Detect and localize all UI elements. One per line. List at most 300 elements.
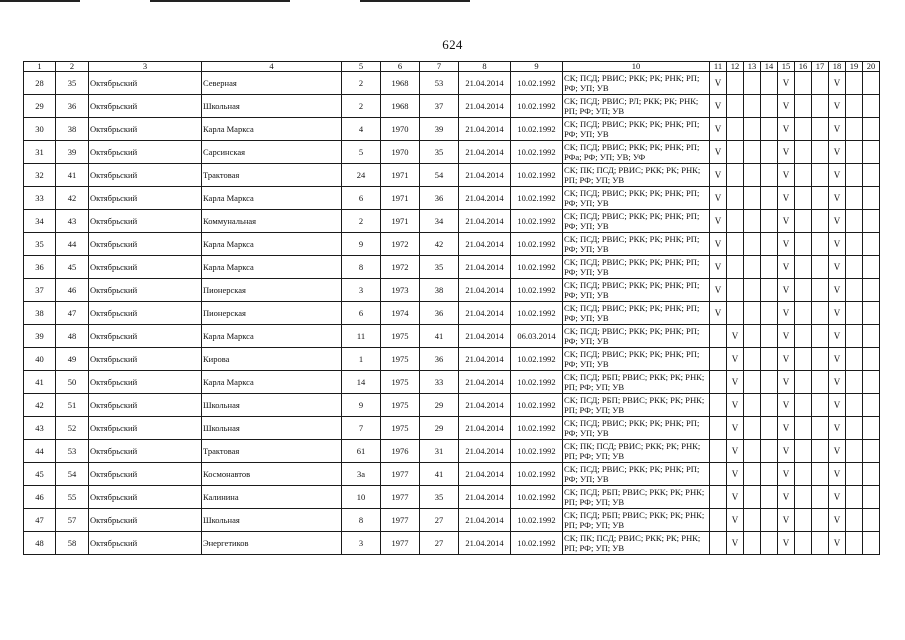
mark-cell-11 [710,509,727,532]
mark-cell-13 [744,463,761,486]
mark-cell-15: V [778,463,795,486]
record-id-cell: 50 [56,371,89,394]
mark-cell-20 [863,417,880,440]
wear-percent-cell: 38 [420,279,459,302]
inspection-date-cell: 21.04.2014 [459,440,511,463]
table-row [24,141,880,164]
district-cell: Октябрьский [89,440,202,463]
registry-body [24,72,880,555]
mark-cell-19 [846,72,863,95]
mark-cell-16 [795,302,812,325]
mark-cell-19 [846,210,863,233]
record-id-cell: 51 [56,394,89,417]
record-id-cell: 47 [56,302,89,325]
works-list-cell: СК; ПСД; РБП; РВИС; РКК; РК; РНК; РП; РФ; УП; УВ [563,371,710,394]
mark-cell-11: V [710,118,727,141]
build-year-cell: 1977 [381,463,420,486]
mark-cell-20 [863,256,880,279]
mark-cell-16 [795,417,812,440]
mark-cell-14 [761,233,778,256]
registration-date-cell: 10.02.1992 [511,371,563,394]
street-cell: Трактовая [202,164,342,187]
row-number-cell: 40 [24,348,56,371]
works-list-cell: СК; ПК; ПСД; РВИС; РКК; РК; РНК; РП; РФ; УП; УВ [563,164,710,187]
mark-cell-15: V [778,95,795,118]
works-list-cell: СК; ПСД; РВИС; РКК; РК; РНК; РП; РФ; УП; УВ [563,325,710,348]
mark-cell-16 [795,486,812,509]
record-id-cell: 55 [56,486,89,509]
table-row [24,95,880,118]
wear-percent-cell: 35 [420,141,459,164]
mark-cell-11 [710,325,727,348]
district-cell: Октябрьский [89,233,202,256]
house-number-cell: 2 [342,72,381,95]
mark-cell-14 [761,187,778,210]
record-id-cell: 42 [56,187,89,210]
mark-cell-17 [812,486,829,509]
mark-cell-20 [863,486,880,509]
mark-cell-20 [863,532,880,555]
mark-cell-11 [710,486,727,509]
mark-cell-14 [761,325,778,348]
mark-cell-16 [795,187,812,210]
row-number-cell: 48 [24,532,56,555]
inspection-date-cell: 21.04.2014 [459,509,511,532]
row-number-cell: 38 [24,302,56,325]
mark-cell-12 [727,279,744,302]
mark-cell-12 [727,302,744,325]
page-number: 624 [442,37,463,52]
mark-cell-20 [863,509,880,532]
registration-date-cell: 06.03.2014 [511,325,563,348]
mark-cell-19 [846,348,863,371]
mark-cell-20 [863,279,880,302]
registration-date-cell: 10.02.1992 [511,72,563,95]
mark-cell-14 [761,371,778,394]
mark-cell-19 [846,325,863,348]
inspection-date-cell: 21.04.2014 [459,348,511,371]
mark-cell-19 [846,463,863,486]
table-row [24,509,880,532]
mark-cell-15: V [778,256,795,279]
street-cell: Карла Маркса [202,118,342,141]
mark-cell-13 [744,95,761,118]
mark-cell-15: V [778,233,795,256]
row-number-cell: 29 [24,95,56,118]
mark-cell-15: V [778,440,795,463]
mark-cell-12: V [727,348,744,371]
row-number-cell: 47 [24,509,56,532]
table-row [24,210,880,233]
mark-cell-19 [846,440,863,463]
registration-date-cell: 10.02.1992 [511,95,563,118]
mark-cell-14 [761,164,778,187]
mark-cell-16 [795,141,812,164]
mark-cell-18: V [829,532,846,555]
house-number-cell: 14 [342,371,381,394]
mark-cell-19 [846,302,863,325]
top-rule-right [360,0,470,2]
table-row [24,532,880,555]
registration-date-cell: 10.02.1992 [511,187,563,210]
top-rule-left [0,0,80,2]
row-number-cell: 30 [24,118,56,141]
mark-cell-19 [846,256,863,279]
works-list-cell: СК; ПСД; РВИС; РЛ; РКК; РК; РНК; РП; РФ; УП; УВ [563,95,710,118]
mark-cell-14 [761,141,778,164]
wear-percent-cell: 27 [420,509,459,532]
wear-percent-cell: 41 [420,325,459,348]
registration-date-cell: 10.02.1992 [511,440,563,463]
street-cell: Северная [202,72,342,95]
district-cell: Октябрьский [89,118,202,141]
mark-cell-18: V [829,233,846,256]
row-number-cell: 43 [24,417,56,440]
record-id-cell: 57 [56,509,89,532]
street-cell: Кирова [202,348,342,371]
street-cell: Пионерская [202,302,342,325]
house-number-cell: 8 [342,509,381,532]
row-number-cell: 41 [24,371,56,394]
inspection-date-cell: 21.04.2014 [459,256,511,279]
mark-cell-16 [795,394,812,417]
mark-cell-18: V [829,417,846,440]
mark-cell-17 [812,440,829,463]
registration-date-cell: 10.02.1992 [511,348,563,371]
mark-cell-14 [761,256,778,279]
house-number-cell: 5 [342,141,381,164]
column-header: 8 [459,62,511,72]
mark-cell-20 [863,141,880,164]
mark-cell-14 [761,440,778,463]
street-cell: Карла Маркса [202,187,342,210]
build-year-cell: 1970 [381,118,420,141]
works-list-cell: СК; ПСД; РВИС; РКК; РК; РНК; РП; РФ; УП; УВ [563,417,710,440]
build-year-cell: 1971 [381,210,420,233]
house-number-cell: 3 [342,279,381,302]
inspection-date-cell: 21.04.2014 [459,371,511,394]
column-header: 17 [812,62,829,72]
mark-cell-20 [863,325,880,348]
registration-date-cell: 10.02.1992 [511,164,563,187]
table-row [24,463,880,486]
wear-percent-cell: 31 [420,440,459,463]
wear-percent-cell: 29 [420,417,459,440]
column-header: 6 [381,62,420,72]
table-row [24,118,880,141]
mark-cell-15: V [778,210,795,233]
mark-cell-13 [744,371,761,394]
table-row [24,371,880,394]
mark-cell-13 [744,210,761,233]
record-id-cell: 58 [56,532,89,555]
wear-percent-cell: 29 [420,394,459,417]
wear-percent-cell: 35 [420,256,459,279]
mark-cell-11 [710,417,727,440]
mark-cell-18: V [829,141,846,164]
mark-cell-12: V [727,325,744,348]
mark-cell-18: V [829,279,846,302]
registration-date-cell: 10.02.1992 [511,463,563,486]
row-number-cell: 45 [24,463,56,486]
mark-cell-16 [795,256,812,279]
wear-percent-cell: 54 [420,164,459,187]
row-number-cell: 39 [24,325,56,348]
street-cell: Трактовая [202,440,342,463]
mark-cell-13 [744,417,761,440]
registration-date-cell: 10.02.1992 [511,141,563,164]
district-cell: Октябрьский [89,95,202,118]
table-row [24,394,880,417]
wear-percent-cell: 33 [420,371,459,394]
mark-cell-17 [812,210,829,233]
row-number-cell: 37 [24,279,56,302]
mark-cell-15: V [778,532,795,555]
district-cell: Октябрьский [89,463,202,486]
column-header: 9 [511,62,563,72]
works-list-cell: СК; ПСД; РВИС; РКК; РК; РНК; РП; РФ; УП; УВ [563,72,710,95]
house-number-cell: 6 [342,187,381,210]
mark-cell-15: V [778,325,795,348]
mark-cell-20 [863,463,880,486]
house-number-cell: 6 [342,302,381,325]
row-number-cell: 42 [24,394,56,417]
mark-cell-12 [727,164,744,187]
mark-cell-12 [727,72,744,95]
mark-cell-15: V [778,509,795,532]
mark-cell-17 [812,509,829,532]
wear-percent-cell: 35 [420,486,459,509]
mark-cell-11: V [710,164,727,187]
house-number-cell: 61 [342,440,381,463]
mark-cell-14 [761,509,778,532]
record-id-cell: 35 [56,72,89,95]
mark-cell-19 [846,371,863,394]
mark-cell-17 [812,187,829,210]
table-row [24,325,880,348]
mark-cell-13 [744,509,761,532]
registration-date-cell: 10.02.1992 [511,509,563,532]
mark-cell-12: V [727,394,744,417]
street-cell: Калинина [202,486,342,509]
street-cell: Энергетиков [202,532,342,555]
record-id-cell: 38 [56,118,89,141]
registration-date-cell: 10.02.1992 [511,279,563,302]
inspection-date-cell: 21.04.2014 [459,210,511,233]
mark-cell-11: V [710,72,727,95]
registration-date-cell: 10.02.1992 [511,302,563,325]
works-list-cell: СК; ПК; ПСД; РВИС; РКК; РК; РНК; РП; РФ; УП; УВ [563,532,710,555]
build-year-cell: 1968 [381,72,420,95]
mark-cell-19 [846,532,863,555]
column-header: 5 [342,62,381,72]
mark-cell-15: V [778,348,795,371]
build-year-cell: 1975 [381,394,420,417]
inspection-date-cell: 21.04.2014 [459,118,511,141]
mark-cell-11: V [710,95,727,118]
inspection-date-cell: 21.04.2014 [459,141,511,164]
mark-cell-17 [812,256,829,279]
mark-cell-13 [744,233,761,256]
build-year-cell: 1975 [381,371,420,394]
mark-cell-14 [761,348,778,371]
column-header: 20 [863,62,880,72]
mark-cell-20 [863,233,880,256]
house-number-cell: 9 [342,233,381,256]
mark-cell-14 [761,95,778,118]
mark-cell-19 [846,233,863,256]
row-number-cell: 36 [24,256,56,279]
inspection-date-cell: 21.04.2014 [459,233,511,256]
table-row [24,486,880,509]
works-list-cell: СК; ПСД; РБП; РВИС; РКК; РК; РНК; РП; РФ; УП; УВ [563,486,710,509]
mark-cell-15: V [778,394,795,417]
inspection-date-cell: 21.04.2014 [459,95,511,118]
district-cell: Октябрьский [89,325,202,348]
district-cell: Октябрьский [89,210,202,233]
build-year-cell: 1975 [381,325,420,348]
mark-cell-13 [744,325,761,348]
street-cell: Школьная [202,95,342,118]
wear-percent-cell: 39 [420,118,459,141]
mark-cell-16 [795,279,812,302]
street-cell: Пионерская [202,279,342,302]
mark-cell-20 [863,371,880,394]
mark-cell-17 [812,164,829,187]
mark-cell-18: V [829,256,846,279]
house-number-cell: 1 [342,348,381,371]
mark-cell-12: V [727,417,744,440]
mark-cell-17 [812,95,829,118]
registration-date-cell: 10.02.1992 [511,394,563,417]
table-row [24,187,880,210]
wear-percent-cell: 34 [420,210,459,233]
mark-cell-11: V [710,256,727,279]
column-header: 18 [829,62,846,72]
table-row [24,256,880,279]
mark-cell-13 [744,279,761,302]
works-list-cell: СК; ПСД; РВИС; РКК; РК; РНК; РП; РФ; УП; УВ [563,256,710,279]
inspection-date-cell: 21.04.2014 [459,187,511,210]
district-cell: Октябрьский [89,532,202,555]
mark-cell-15: V [778,141,795,164]
mark-cell-11: V [710,210,727,233]
inspection-date-cell: 21.04.2014 [459,532,511,555]
table-row [24,72,880,95]
works-list-cell: СК; ПСД; РВИС; РКК; РК; РНК; РП; РФ; УП; УВ [563,279,710,302]
table-row [24,233,880,256]
build-year-cell: 1972 [381,233,420,256]
street-cell: Школьная [202,394,342,417]
column-header: 7 [420,62,459,72]
inspection-date-cell: 21.04.2014 [459,394,511,417]
mark-cell-19 [846,187,863,210]
build-year-cell: 1973 [381,279,420,302]
mark-cell-14 [761,532,778,555]
table-row [24,302,880,325]
mark-cell-16 [795,440,812,463]
build-year-cell: 1970 [381,141,420,164]
record-id-cell: 43 [56,210,89,233]
house-number-cell: 2 [342,95,381,118]
district-cell: Октябрьский [89,279,202,302]
inspection-date-cell: 21.04.2014 [459,72,511,95]
inspection-date-cell: 21.04.2014 [459,463,511,486]
mark-cell-18: V [829,348,846,371]
mark-cell-17 [812,118,829,141]
house-number-cell: 3а [342,463,381,486]
wear-percent-cell: 27 [420,532,459,555]
mark-cell-16 [795,118,812,141]
row-number-cell: 46 [24,486,56,509]
street-cell: Школьная [202,417,342,440]
mark-cell-17 [812,371,829,394]
mark-cell-12 [727,118,744,141]
record-id-cell: 39 [56,141,89,164]
record-id-cell: 54 [56,463,89,486]
works-list-cell: СК; ПСД; РВИС; РКК; РК; РНК; РП; РФа; РФ; УП; УВ; УФ [563,141,710,164]
district-cell: Октябрьский [89,256,202,279]
house-number-cell: 24 [342,164,381,187]
mark-cell-17 [812,141,829,164]
mark-cell-20 [863,210,880,233]
works-list-cell: СК; ПСД; РВИС; РКК; РК; РНК; РП; РФ; УП; УВ [563,348,710,371]
mark-cell-15: V [778,187,795,210]
house-number-cell: 2 [342,210,381,233]
mark-cell-13 [744,302,761,325]
mark-cell-17 [812,279,829,302]
table-row [24,440,880,463]
mark-cell-15: V [778,72,795,95]
record-id-cell: 52 [56,417,89,440]
mark-cell-18: V [829,509,846,532]
mark-cell-19 [846,118,863,141]
mark-cell-12: V [727,486,744,509]
mark-cell-13 [744,440,761,463]
registration-date-cell: 10.02.1992 [511,532,563,555]
inspection-date-cell: 21.04.2014 [459,279,511,302]
column-header: 14 [761,62,778,72]
build-year-cell: 1975 [381,417,420,440]
street-cell: Карла Маркса [202,256,342,279]
mark-cell-20 [863,348,880,371]
district-cell: Октябрьский [89,371,202,394]
mark-cell-13 [744,486,761,509]
street-cell: Карла Маркса [202,371,342,394]
build-year-cell: 1971 [381,164,420,187]
mark-cell-13 [744,72,761,95]
table-row [24,164,880,187]
district-cell: Октябрьский [89,509,202,532]
wear-percent-cell: 53 [420,72,459,95]
wear-percent-cell: 36 [420,348,459,371]
mark-cell-11 [710,532,727,555]
row-number-cell: 44 [24,440,56,463]
mark-cell-17 [812,72,829,95]
mark-cell-17 [812,463,829,486]
district-cell: Октябрьский [89,348,202,371]
mark-cell-14 [761,486,778,509]
mark-cell-17 [812,302,829,325]
mark-cell-15: V [778,118,795,141]
mark-cell-12: V [727,463,744,486]
record-id-cell: 41 [56,164,89,187]
column-header: 1 [24,62,56,72]
mark-cell-17 [812,394,829,417]
district-cell: Октябрьский [89,302,202,325]
district-cell: Октябрьский [89,187,202,210]
mark-cell-18: V [829,325,846,348]
